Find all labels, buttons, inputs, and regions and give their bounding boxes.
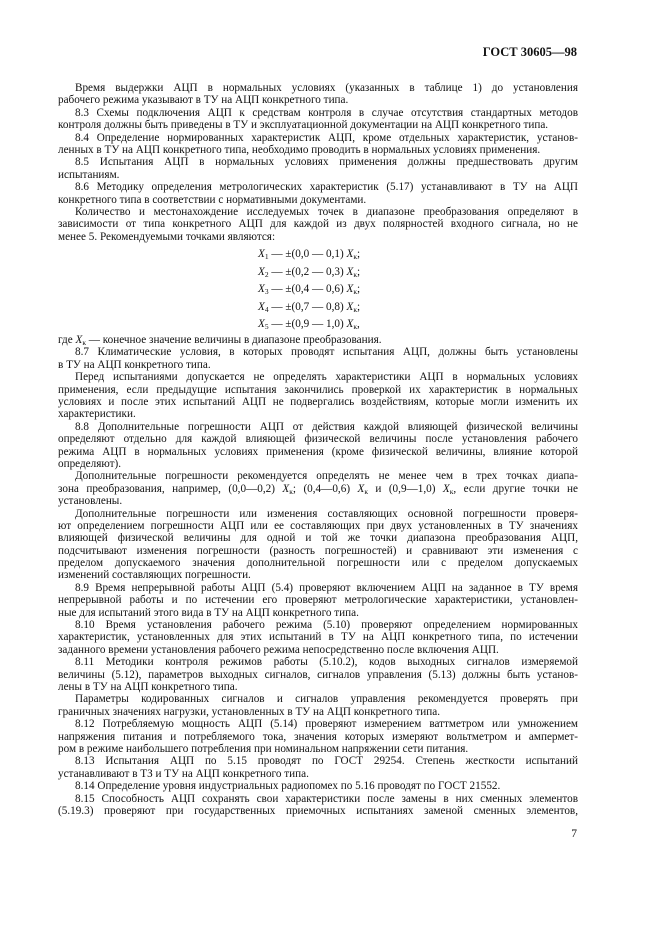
text-line: определяют отдельно для каждой влияющей физической величины после установления рабочего bbox=[58, 433, 578, 446]
paragraph bbox=[58, 371, 578, 421]
paragraph bbox=[58, 508, 578, 582]
paragraph bbox=[58, 346, 578, 371]
paragraph bbox=[58, 619, 578, 656]
paragraph bbox=[58, 206, 578, 243]
subscript: к bbox=[364, 486, 368, 496]
subscript: к bbox=[353, 252, 358, 262]
text-line: Перед испытаниями допускается не определять характеристики АЦП в нормальных условиях bbox=[75, 371, 578, 384]
text-line: величины (5.12), параметров выходных сигналов, сигналов управления (5.13) должны быть установ- bbox=[58, 668, 578, 681]
text-line: 8.15 Способность АЦП сохранять свои характеристики после замены в них сменных элементов bbox=[75, 792, 578, 805]
text-line: 8.12 Потребляемую мощность АЦП (5.14) проверяют измерением ваттметром или умножением bbox=[75, 718, 578, 731]
subscript: к bbox=[353, 269, 358, 279]
paragraph bbox=[58, 693, 578, 718]
variable-x-symbol: X bbox=[282, 482, 290, 495]
variable-x-symbol: X bbox=[357, 482, 365, 495]
paragraph bbox=[58, 181, 578, 206]
variable-x-symbol: X bbox=[75, 334, 83, 347]
formula-line bbox=[58, 316, 578, 334]
text-line: Время выдержки АЦП в нормальных условиях (указанных в таблице 1) до установления bbox=[75, 82, 578, 94]
text-line: испытаниям. bbox=[58, 168, 120, 181]
text-line: ром в режиме наибольшего потребления при номинальном напряжении сети питания. bbox=[58, 742, 469, 755]
text-line: пределом допускаемого значения дополнительной погрешности или с пределом допускаемых bbox=[58, 557, 578, 570]
variable-x-symbol: X bbox=[258, 248, 265, 261]
subscript: к bbox=[82, 338, 86, 348]
paragraph bbox=[58, 82, 578, 107]
text-line: 8.4 Определение нормированных характеристик АЦП, кроме отдельных характеристик, установ- bbox=[75, 131, 578, 144]
text-line: рабочего режима указывают в ТУ на АЦП конкретного типа. bbox=[58, 94, 349, 107]
text-line: определяют). bbox=[58, 457, 122, 470]
formula-line bbox=[58, 246, 578, 264]
variable-x-symbol: X bbox=[258, 300, 265, 313]
text-line: граничных значениях нагрузки, установленных в ТУ на АЦП конкретного типа. bbox=[58, 705, 441, 718]
variable-x-symbol: X bbox=[346, 300, 354, 313]
subscript-index: 3 bbox=[264, 287, 269, 297]
subscript-index: 4 bbox=[264, 304, 269, 314]
punctuation: ; bbox=[357, 283, 361, 296]
text-line: в ТУ на АЦП конкретного типа. bbox=[58, 358, 211, 371]
range-text: — ±(0,9 — 1,0) bbox=[268, 318, 347, 331]
text-line: Количество и местонахождение исследуемых точек в диапазоне преобразования определяют в bbox=[75, 205, 578, 218]
variable-x-symbol: X bbox=[258, 318, 265, 331]
paragraph bbox=[58, 421, 578, 471]
formula-line bbox=[58, 281, 578, 299]
text-line: конкретного типа в соответствии с нормативными документами. bbox=[58, 193, 367, 206]
text-line: 8.11 Методики контроля режимов работы (5.10.2), кодов выходных сигналов измеряемой bbox=[75, 656, 578, 669]
text-line: ленных в ТУ на АЦП конкретного типа, необходимо проводить в нормальных условиях применения. bbox=[58, 143, 541, 156]
text-line: 8.3 Схемы подключения АЦП к средствам контроля в случае отсутствия стандартных методов bbox=[75, 106, 578, 119]
paragraph bbox=[58, 718, 578, 755]
text-line: характеристики. bbox=[58, 408, 136, 421]
punctuation: ; bbox=[357, 248, 361, 261]
text-line: контроля должны быть приведены в ТУ и эксплуатационной документации на АЦП конкретного типа. bbox=[58, 119, 549, 132]
range-text: — ±(0,7 — 0,8) bbox=[268, 300, 347, 313]
paragraph bbox=[58, 156, 578, 181]
formula-line bbox=[58, 299, 578, 317]
text-line: установлены. bbox=[58, 495, 123, 508]
text-line: 8.14 Определение уровня индустриальных радиопомех по 5.16 проводят по ГОСТ 21552. bbox=[75, 780, 501, 793]
text-line: 8.7 Климатические условия, в которых проводят испытания АЦП, должны быть установлены bbox=[75, 346, 578, 359]
subscript-index: 1 bbox=[264, 252, 269, 262]
text-line: напряжения питания и потребляемого тока, значения которых измеряют вольтметром и ампермет- bbox=[58, 730, 578, 743]
text-line: Параметры кодированных сигналов и сигналов управления рекомендуется проверять при bbox=[75, 693, 578, 706]
text-line: 8.13 Испытания АЦП по 5.15 проводят по ГОСТ 29254. Степень жесткости испытаний bbox=[75, 755, 578, 768]
variable-x-symbol: X bbox=[346, 248, 354, 261]
text-line: характеристик, установленных для этих испытаний в ТУ на АЦП конкретного типа, по истечении bbox=[58, 631, 578, 644]
subscript-index: 5 bbox=[264, 322, 269, 332]
document-header-id: ГОСТ 30605—98 bbox=[482, 45, 577, 59]
punctuation: ; bbox=[357, 300, 361, 313]
subscript: к bbox=[353, 304, 358, 314]
paragraph bbox=[58, 334, 578, 346]
page-number: 7 bbox=[571, 828, 577, 840]
range-text: — ±(0,2 — 0,3) bbox=[268, 265, 347, 278]
text-line: изменений составляющих погрешности. bbox=[58, 569, 251, 582]
text-line: 8.5 Испытания АЦП в нормальных условиях применения должны предшествовать другим bbox=[75, 156, 578, 169]
variable-x-symbol: X bbox=[346, 265, 354, 278]
text-line: условиях и после этих испытаний АЦП не подвергались воздействиям, которые могли изменить их bbox=[58, 396, 578, 408]
text-line: 8.6 Методику определения метрологических характеристик (5.17) устанавливают в ТУ на АЦП bbox=[75, 181, 578, 194]
range-text: — ±(0,0 — 0,1) bbox=[268, 248, 347, 261]
paragraph bbox=[58, 107, 578, 132]
paragraphs-before-formulas bbox=[58, 82, 578, 243]
subscript: к bbox=[353, 287, 358, 297]
punctuation: , bbox=[357, 318, 360, 331]
subscript: к bbox=[449, 486, 454, 496]
text-line: 8.8 Дополнительные погрешности АЦП от действия каждой влияющей физической величины bbox=[75, 420, 578, 433]
paragraph bbox=[58, 755, 578, 780]
text-line: влияющей физической величины для одной и той же точки диапазона преобразования АЦП, bbox=[58, 532, 578, 545]
text-line: зона преобразования, например, (0,0—0,2) $X_к$; (0,4—0,6) $X_к$ и (0,9—1,0) $X_к$, если другие точки не bbox=[58, 482, 578, 496]
text-line: непрерывной работы и по истечении его проверяют метрологические характеристики, установлен- bbox=[58, 594, 578, 607]
text-line: устанавливают в ТЗ и ТУ на АЦП конкретного типа. bbox=[58, 767, 309, 780]
text-line: где $X_к$ — конечное значение величины в диапазоне преобразования. bbox=[58, 334, 382, 348]
text-line: режима АЦП в нормальных условиях применения (кроме физической величины, влияние которой bbox=[58, 445, 578, 458]
subscript: к bbox=[353, 322, 358, 332]
text-line: ные для испытаний этого вида в ТУ на АЦП конкретного типа. bbox=[58, 606, 359, 619]
paragraph bbox=[58, 793, 578, 818]
text-line: подсчитывают изменения погрешности (разность погрешностей) и сравнивают эти изменения с bbox=[58, 544, 578, 557]
text-line: лены в ТУ на АЦП конкретного типа. bbox=[58, 680, 238, 693]
variable-x-symbol: X bbox=[442, 482, 450, 495]
document-body bbox=[58, 82, 578, 817]
text-line: менее 5. Рекомендуемыми точками являются: bbox=[58, 230, 276, 243]
paragraphs-after-formulas bbox=[58, 334, 578, 817]
variable-x-symbol: X bbox=[258, 283, 265, 296]
paragraph bbox=[58, 470, 578, 507]
subscript: к bbox=[289, 486, 293, 496]
text-line: 8.10 Время установления рабочего режима (5.10) проверяют определением нормированных bbox=[75, 619, 578, 632]
paragraph bbox=[58, 132, 578, 157]
formula-list bbox=[58, 243, 578, 334]
variable-x-symbol: X bbox=[258, 265, 265, 278]
text-line: зависимости от типа конкретного АЦП для каждой из двух полярностей входного сигнала, но не bbox=[58, 218, 578, 231]
variable-x-symbol: X bbox=[346, 318, 354, 331]
text-line: Дополнительные погрешности рекомендуется определять не менее чем в трех точках диапа- bbox=[75, 470, 578, 483]
text-line: заданного времени установления рабочего режима непосредственно после включения АЦП. bbox=[58, 643, 499, 656]
punctuation: ; bbox=[357, 265, 361, 278]
variable-x-symbol: X bbox=[346, 283, 354, 296]
paragraph bbox=[58, 582, 578, 619]
text-line: ют определением погрешности АЦП или ее составляющих при двух установленных в ТУ значениях bbox=[58, 519, 578, 532]
range-text: — ±(0,4 — 0,6) bbox=[268, 283, 347, 296]
text-line: применения, если предыдущие испытания закончились проверкой их характеристик в нормальных bbox=[58, 383, 578, 396]
text-line: 8.9 Время непрерывной работы АЦП (5.4) проверяют включением АЦП на заданное в ТУ время bbox=[75, 581, 578, 594]
text-line: (5.19.3) проверяют при государственных приемочных испытаниях заменой сменных элементов, bbox=[58, 804, 578, 817]
paragraph bbox=[58, 656, 578, 693]
paragraph bbox=[58, 780, 578, 792]
formula-line bbox=[58, 264, 578, 282]
subscript-index: 2 bbox=[264, 269, 269, 279]
text-line: Дополнительные погрешности или изменения составляющих основной погрешности проверя- bbox=[75, 507, 578, 520]
